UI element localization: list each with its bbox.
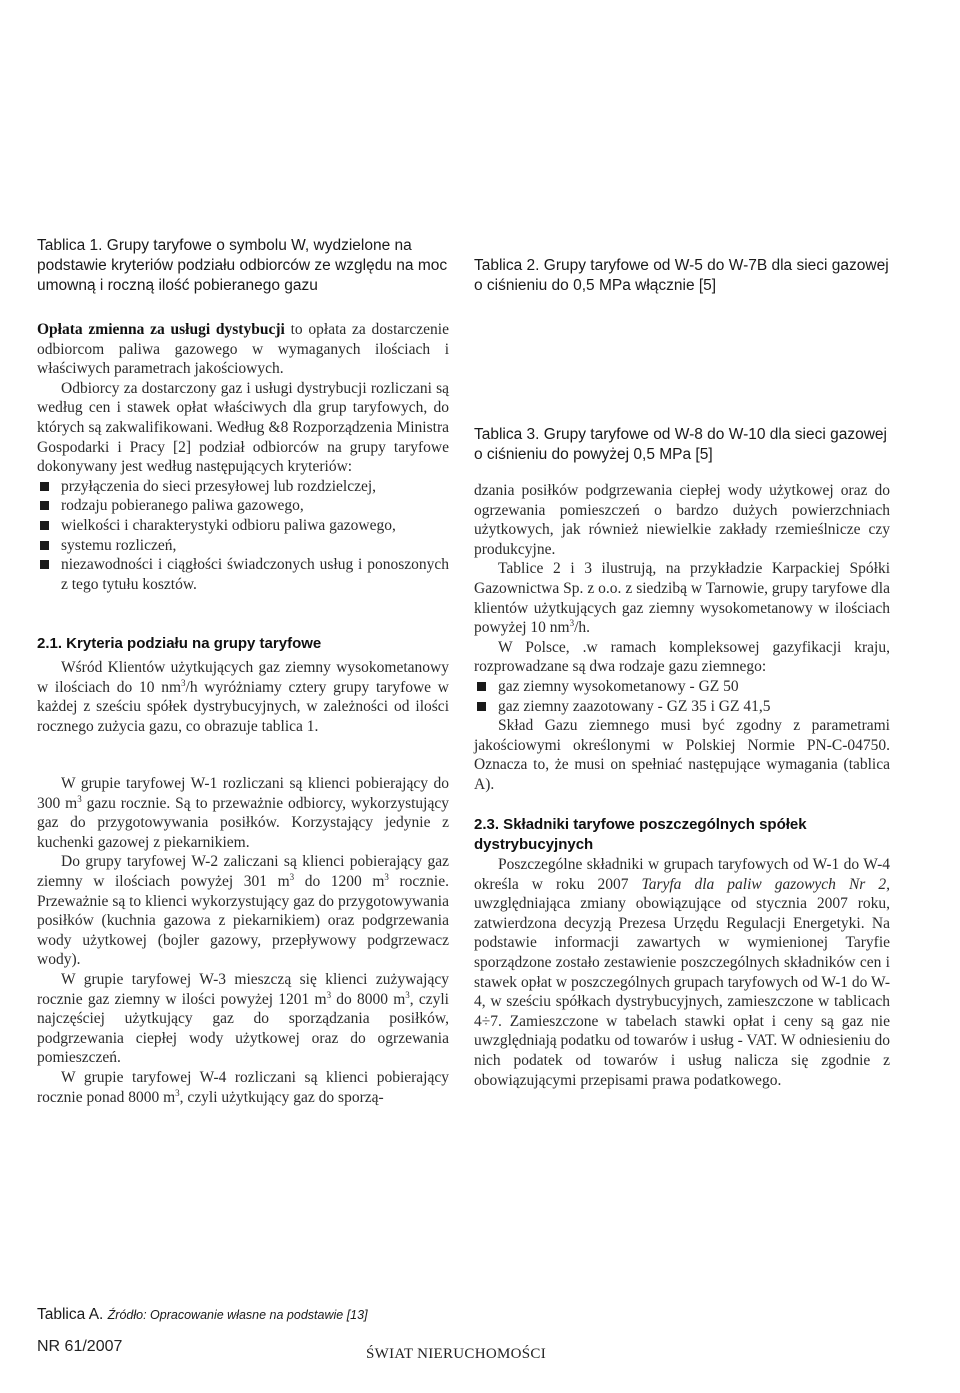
- criteria-list: [37, 477, 449, 595]
- section-2-3-paragraph: Poszczególne składniki w grupach taryfowych od W-1 do W-4 określa w roku 2007 Taryfa dla paliw gazowych Nr 2, uwzględniająca zmiany obowiązujące od stycznia 2007 roku, zatwierdzona decyzją Prezesa Urzędu Regulacji Energetyki. Na podstawie informacji zawartych w wymienionej Taryfie sporządzone zostało zestawienie poszczególnych składników cen i stawek opłat w poszczególnych grupach taryfowych od W-1 do W-4, w sześciu spółkach dystrybucyjnych, zamieszczone w tablicach 4÷7. Zamieszczone w tabelach stawki opłat i ceny są gaz nie uwzględniają podatku od towarów i usług - VAT. W odniesieniu do nich podatek od towarów i usług nalicza się zgodnie z obowiązującymi przepisami prawa podatkowego.: [474, 856, 890, 1089]
- gas-types-list: [474, 677, 890, 716]
- w2-paragraph: Do grupy taryfowej W-2 zaliczani są klienci pobierający gaz ziemny w ilościach powyżej 301 $m^3$ do 1200 $m^3$ rocznie. Przeważnie są to klienci wykorzystujący gaz do przygotowywania posiłków (kuchnia gazowa z piekarnikiem) oraz podgrzewania wody użytkowej (bojler gazowy, przepływowy podgrzewacz wody).: [37, 853, 449, 969]
- intro-lead: Opłata zmienna za usługi dystybucji: [37, 321, 285, 338]
- left-column: [37, 320, 449, 594]
- criteria-item: niezawodności i ciągłości świadczonych usług i ponoszonych z tego tytułu kosztów.: [37, 555, 449, 594]
- intro-rest: to opłata za dostarczenie odbiorcom paliwa gazowego w wymaganych ilościach i właściwych parametrach jakościowych.: [37, 321, 449, 378]
- right-paragraph-1: dzania posiłków podgrzewania ciepłej wody użytkowej oraz do ogrzewania pomieszczeń o bardzo dużych powierzchniach użytkowych, jak również niewielkie zakłady rzemieślnicze czy produkcyjne.: [474, 482, 890, 558]
- table2-caption: Tablica 2. Grupy taryfowe od W-5 do W-7B dla sieci gazowej o ciśnieniu do 0,5 MPa włącznie [5]: [474, 257, 889, 294]
- criteria-item: przyłączenia do sieci przesyłowej lub rozdzielczej,: [37, 477, 449, 497]
- section-2-1-body: [37, 658, 449, 736]
- section-2-3-body: [474, 855, 890, 1090]
- right-paragraph-3: W Polsce, .w ramach kompleksowej gazyfikacji kraju, rozprowadzane są dwa rodzaje gazu ziemnego:: [474, 638, 890, 676]
- criteria-paragraph: Odbiorcy za dostarczony gaz i usługi dystrybucji rozliczani są według cen i stawek opłat właściwych dla grup taryfowych, do których są zakwalifikowani. Według &8 Rozporządzenia Ministra Gospodarki i Pracy [2] podział odbiorców na grupy taryfowe dokonywany jest według następujących kryteriów:: [37, 379, 449, 476]
- criteria-item: rodzaju pobieranego paliwa gazowego,: [37, 496, 449, 516]
- intro-paragraph: [37, 320, 449, 379]
- right-paragraph-4: Skład Gazu ziemnego musi być zgodny z parametrami jakościowymi określonymi w Polskiej Normie PN-C-04750. Oznacza to, że musi on spełniać następujące wymagania (tablica A).: [474, 717, 890, 793]
- issue-number: NR 61/2007: [37, 1338, 123, 1355]
- criteria-item: wielkości i charakterystyki odbioru paliwa gazowego,: [37, 516, 449, 536]
- tariff-groups: [37, 774, 449, 1107]
- table3-caption: Tablica 3. Grupy taryfowe od W-8 do W-10 dla sieci gazowej o ciśnieniu do powyżej 0,5 MPa [5]: [474, 426, 887, 463]
- w3-paragraph: W grupie taryfowej W-3 mieszczą się klienci zużywający rocznie gaz ziemny w ilości powyżej 1201 $m^3$ do 8000 $m^3$, czyli najczęściej użytkujący gaz do sporządzania posiłków, podgrzewania ciepłej wody użytkowej oraz do ogrzewania pomieszczeń.: [37, 970, 449, 1067]
- right-column: [474, 481, 890, 795]
- w1-paragraph: W grupie taryfowej W-1 rozliczani są klienci pobierający do 300 $m^3$ gazu rocznie. Są to przeważnie odbiorcy, wykorzystujący gaz do przygotowywania posiłków. Korzystający jedynie z kuchenki gazowej z piekarnikiem.: [37, 775, 449, 851]
- table1-caption: Tablica 1. Grupy taryfowe o symbolu W, wydzielone na podstawie kryteriów podziału odbiorców ze względu na moc umowną i roczną ilość pobieranego gazu: [37, 237, 448, 294]
- tableA-source: Źródło: Opracowanie własne na podstawie [13]: [107, 1308, 368, 1322]
- w4-paragraph: W grupie taryfowej W-4 rozliczani są klienci pobierający rocznie ponad 8000 $m^3$, czyli użytkujący gaz do sporzą-: [37, 1068, 449, 1106]
- tableA-label: Tablica A.: [37, 1306, 104, 1323]
- criteria-item: systemu rozliczeń,: [37, 536, 449, 556]
- gas-type-item: gaz ziemny zaazotowany - GZ 35 i GZ 41,5: [474, 697, 890, 717]
- tableA-caption: [37, 1306, 637, 1324]
- magazine-name: ŚWIAT NIERUCHOMOŚCI: [366, 1346, 547, 1362]
- section-2-1-paragraph: Wśród Klientów użytkujących gaz ziemny wysokometanowy w ilościach do 10 $nm^3/h$ wyróżniamy cztery grupy taryfowe w każdej z sześciu spółek dystrybucyjnych, w zależności od ilości rocznego zużycia gazu, co obrazuje tablica 1.: [37, 659, 449, 735]
- gas-type-item: gaz ziemny wysokometanowy - GZ 50: [474, 677, 890, 697]
- right-paragraph-2: Tablice 2 i 3 ilustrują, na przykładzie Karpackiej Spółki Gazownictwa Sp. z o.o. z siedzibą w Tarnowie, grupy taryfowe dla klientów użytkujących gaz ziemny wysokometanowy w ilościach powyżej 10 $nm^3/h$.: [474, 560, 890, 637]
- section-2-3-title: 2.3. Składniki taryfowe poszczególnych spółek dystrybucyjnych: [474, 816, 807, 853]
- section-2-1-title: 2.1. Kryteria podziału na grupy taryfowe: [37, 635, 322, 652]
